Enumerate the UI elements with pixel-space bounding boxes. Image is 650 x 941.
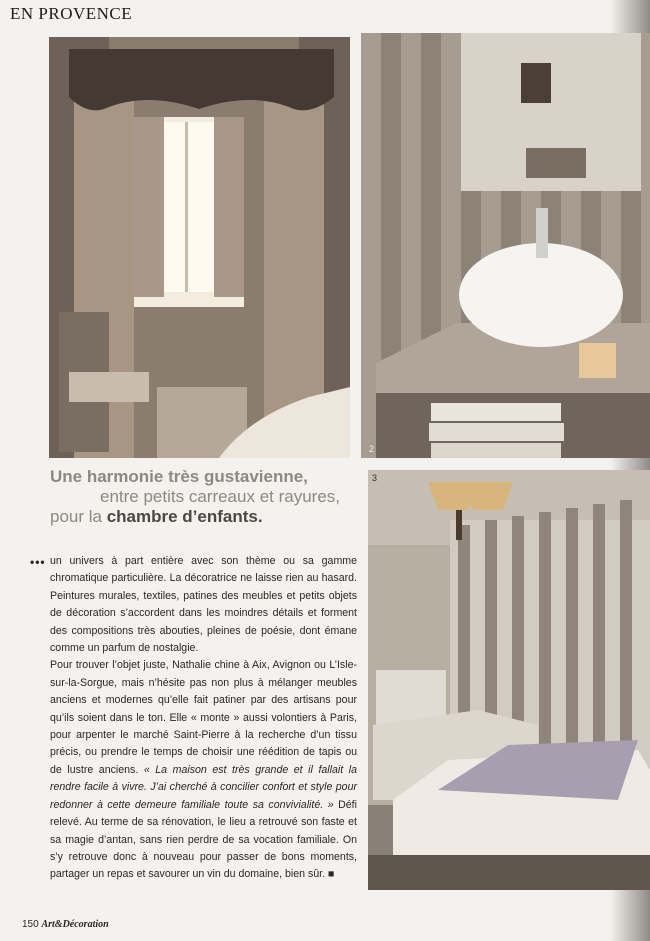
photo-caption [50, 467, 360, 527]
caption-line-1: Une harmonie très gustavienne, [50, 467, 308, 486]
photo-bedroom-window [49, 37, 350, 458]
caption-line-2: entre petits carreaux et rayures, [100, 487, 341, 506]
washbasin-illustration [361, 33, 650, 458]
photo-number: 1 [338, 444, 344, 454]
article-body [50, 553, 357, 884]
caption-line-3 [50, 507, 360, 527]
page-footer [22, 919, 109, 930]
section-label: EN PROVENCE [10, 4, 133, 23]
photo-number: 3 [372, 473, 378, 483]
magazine-name: Art&Décoration [41, 919, 109, 930]
lead-marker: ••• [30, 555, 46, 569]
article-p2-text-a: Pour trouver l’objet juste, Nathalie chine à Aix, Avignon ou L’Isle-sur-la-Sorgue, mais n’hésite pas non plus à mélanger meubles anciens et modernes qu’elle fait patiner par des artisans pour qu’ils soient dans le ton. Elle « monte » aussi volontiers à Paris, pour arpenter le marché Saint-Pierre à la recherche d’un tissu précis, ou prendre le temps de choisir une réédition de tapis ou de lustre anciens. [50, 659, 357, 776]
article-paragraph-2 [50, 657, 357, 883]
end-mark: ■ [327, 868, 335, 881]
photo-washbasin [361, 33, 650, 458]
caption-line-3-lead: pour la [50, 507, 107, 526]
photo-childrens-bedroom [368, 470, 650, 890]
childrens-bedroom-illustration [368, 470, 650, 890]
photo-number: 2 [369, 444, 375, 454]
article-quote: « La maison est très grande et il fallait la rendre facile à vivre. J’ai cherché à concilier confort et style pour redonner à cette demeure familiale toute sa convivialité. » [50, 763, 357, 811]
article-p2-text-b: Défi relevé. Au terme de sa rénovation, le lieu a retrouvé son faste et sa magie d’antan, sans rien perdre de sa vocation familiale. On s’y retrouve donc à nouveau pour passer de bons moments, partager un repas et savourer un vin du domaine, bien sûr. [50, 798, 357, 881]
caption-line-3-emphasis: chambre d’enfants. [106, 507, 263, 526]
bedroom-window-illustration [49, 37, 350, 458]
page-number: 150 [22, 919, 39, 930]
article-paragraph-1: un univers à part entière avec son thème ou sa gamme chromatique particulière. La décoratrice ne laisse rien au hasard. Peintures murales, textiles, patines des meubles et petits objets de décoration s’accordent dans les moindres détails et forment des compositions très abouties, pleines de poésie, dont émane comme un parfum de nostalgie. [50, 555, 357, 655]
